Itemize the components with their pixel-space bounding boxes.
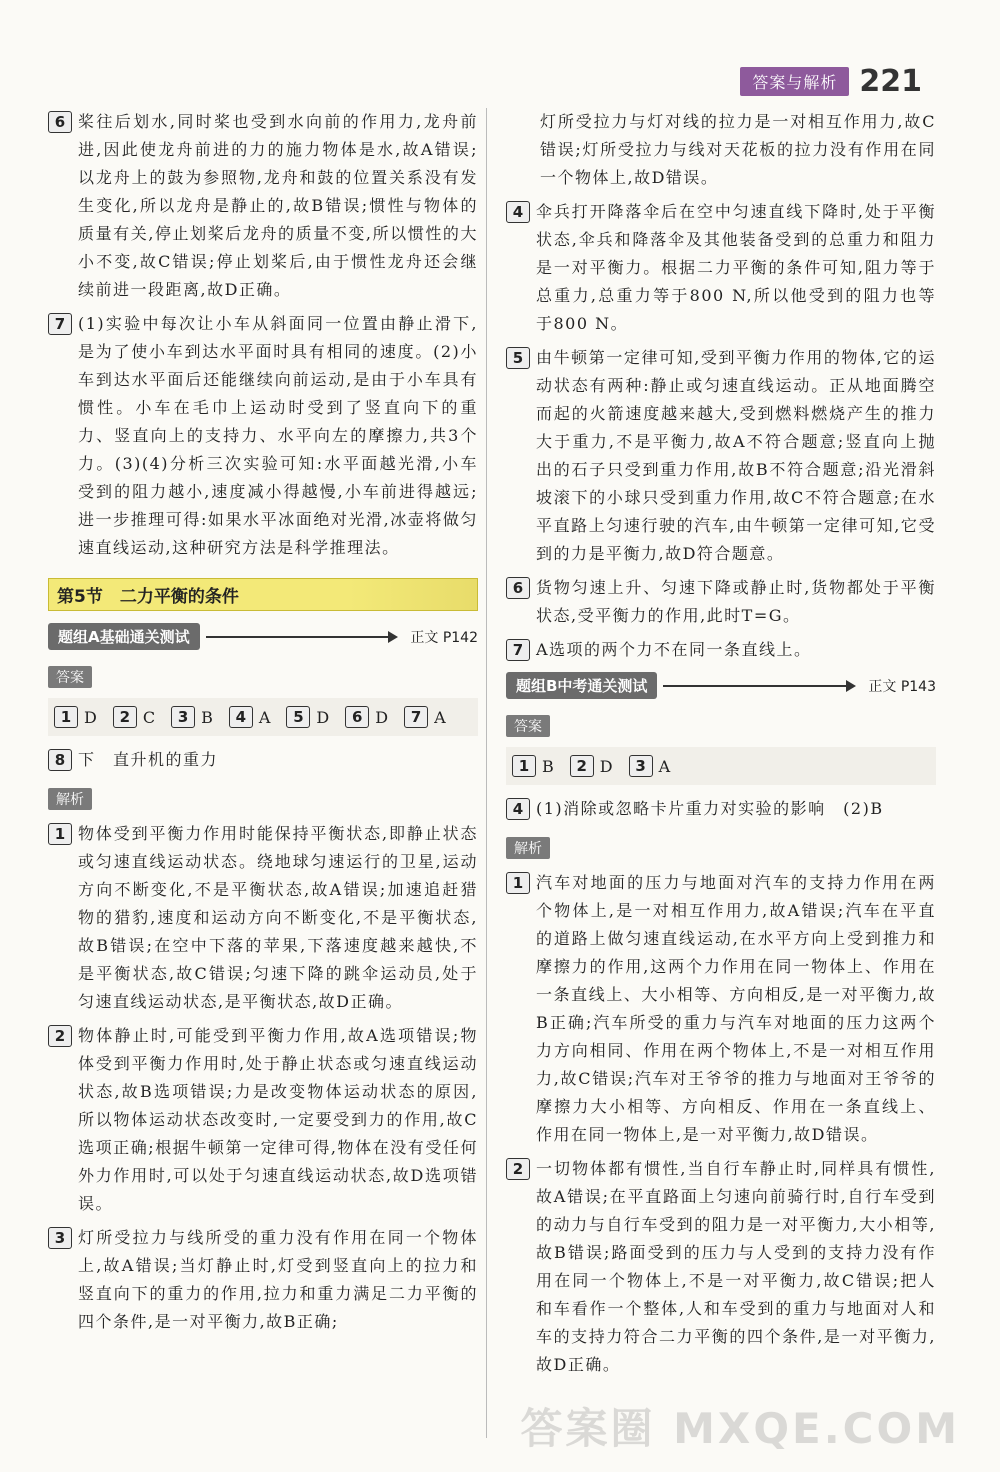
answer-item-8 xyxy=(48,746,478,774)
analysis-item-2 xyxy=(506,1155,936,1379)
analysis-tag: 解析 xyxy=(48,788,92,810)
answer-item-6 xyxy=(48,108,478,304)
answer-3 xyxy=(171,706,213,728)
analysis-item-2 xyxy=(48,1022,478,1218)
analysis-item-4 xyxy=(506,198,936,338)
group-b-header xyxy=(506,672,936,699)
question-number: 7 xyxy=(404,706,428,728)
analysis-text: 灯所受拉力与灯对线的拉力是一对相互作用力,故C错误;灯所受拉力与线对天花板的拉力没有作用在同一个物体上,故D错误。 xyxy=(540,112,936,187)
left-column xyxy=(48,108,478,1342)
answer-value: B xyxy=(201,707,213,727)
answer-tag: 答案 xyxy=(506,715,550,737)
question-number: 3 xyxy=(48,1227,72,1249)
answer-value: B xyxy=(542,756,554,776)
answer-3 xyxy=(629,755,671,777)
question-number: 6 xyxy=(506,577,530,599)
answer-tag: 答案 xyxy=(48,666,92,688)
answer-value: D xyxy=(375,707,389,727)
answer-value: A xyxy=(434,707,446,727)
analysis-text: 汽车对地面的压力与地面对汽车的支持力作用在两个物体上,是一对相互作用力,故A错误;汽车在平直的道路上做匀速直线运动,在水平方向上受到推力和摩擦力的作用,这两个力作用在同一物体上、作用在一条直线上、大小相等、方向相反,是一对平衡力,故B正确;汽车所受的重力与汽车对地面的压力这两个力方向相同、作用在两个物体上,不是一对相互作用力,故C错误;汽车对王爷爷的推力与地面对王爷爷的摩擦力大小相等、方向相反、作用在一条直线上、作用在同一物体上,是一对平衡力,故D错误。 xyxy=(536,873,936,1144)
answer-text: (1)消除或忽略卡片重力对实验的影响 (2)B xyxy=(536,799,884,818)
answer-item-4 xyxy=(506,795,936,823)
question-number: 7 xyxy=(48,313,72,335)
analysis-item-3 xyxy=(48,1224,478,1336)
answer-text: 桨往后划水,同时桨也受到水向前的作用力,龙舟前进,因此使龙舟前进的力的施力物体是水,故A错误;以龙舟上的鼓为参照物,龙舟和鼓的位置关系没有发生变化,所以龙舟是静止的,故B错误;惯性与物体的质量有关,停止划桨后龙舟的质量不变,所以惯性的大小不变,故C错误;停止划桨后,由于惯性龙舟还会继续前进一段距离,故D正确。 xyxy=(78,112,478,299)
question-number: 1 xyxy=(512,755,536,777)
question-number: 4 xyxy=(506,798,530,820)
answer-item-7 xyxy=(48,310,478,562)
analysis-item-5 xyxy=(506,344,936,568)
group-a-label: 题组A基础通关测试 xyxy=(48,623,200,650)
question-number: 4 xyxy=(506,201,530,223)
answer-7 xyxy=(404,706,446,728)
watermark: 答案圈 MXQE.COM xyxy=(520,1403,960,1453)
group-a-ref: 正文 P142 xyxy=(410,629,478,646)
answer-text: (1)实验中每次让小车从斜面同一位置由静止滑下,是为了使小车到达水平面时具有相同的速度。(2)小车到达水平面后还能继续向前运动,是由于小车具有惯性。小车在毛巾上运动时受到了竖直向下的重力、竖直向上的支持力、水平向左的摩擦力,共3个力。(3)(4)分析三次实验可知:水平面越光滑,小车受到的阻力越小,速度减小得越慢,小车前进得越远;进一步推理可得:如果水平冰面绝对光滑,冰壶将做匀速直线运动,这种研究方法是科学推理法。 xyxy=(78,314,478,557)
group-b-label: 题组B中考通关测试 xyxy=(506,672,657,699)
answer-value: A xyxy=(258,707,271,727)
question-number: 7 xyxy=(506,639,530,661)
group-b-ref: 正文 P143 xyxy=(868,678,936,695)
arrow-icon xyxy=(206,636,397,638)
page-number: 221 xyxy=(859,64,922,99)
question-number: 1 xyxy=(54,706,78,728)
analysis-text: 物体受到平衡力作用时能保持平衡状态,即静止状态或匀速直线运动状态。绕地球匀速运行的卫星,运动方向不断变化,不是平衡状态,故A错误;加速追赶猎物的猎豹,速度和运动方向不断变化,不是平衡状态,故B错误;在空中下落的苹果,下落速度越来越快,不是平衡状态,故C错误;匀速下降的跳伞运动员,处于匀速直线运动状态,是平衡状态,故D正确。 xyxy=(78,824,478,1011)
answer-1 xyxy=(512,755,554,777)
question-number: 2 xyxy=(48,1025,72,1047)
answer-value: D xyxy=(599,756,613,776)
analysis-item-7 xyxy=(506,636,936,664)
answer-value: C xyxy=(142,707,156,727)
question-number: 8 xyxy=(48,749,72,771)
question-number: 2 xyxy=(570,755,594,777)
right-column xyxy=(506,108,936,1385)
answer-6 xyxy=(345,706,388,728)
answer-1 xyxy=(54,706,97,728)
question-number: 3 xyxy=(171,706,195,728)
answers-box xyxy=(48,698,478,736)
analysis-text: 货物匀速上升、匀速下降或静止时,货物都处于平衡状态,受平衡力的作用,此时T=G。 xyxy=(536,578,936,625)
section-title: 第5节 二力平衡的条件 xyxy=(48,578,478,611)
page-header xyxy=(740,64,922,99)
analysis-item-1 xyxy=(506,869,936,1149)
continuation-text xyxy=(506,108,936,192)
answer-2 xyxy=(570,755,613,777)
answer-2 xyxy=(113,706,155,728)
question-number: 1 xyxy=(48,823,72,845)
question-number: 1 xyxy=(506,872,530,894)
analysis-text: A选项的两个力不在同一条直线上。 xyxy=(536,640,812,659)
analysis-text: 伞兵打开降落伞后在空中匀速直线下降时,处于平衡状态,伞兵和降落伞及其他装备受到的总重力和阻力是一对平衡力。根据二力平衡的条件可知,阻力等于总重力,总重力等于800 N,所以他受到的阻力也等于800 N。 xyxy=(536,202,936,333)
analysis-tag: 解析 xyxy=(506,837,550,859)
analysis-text: 灯所受拉力与线所受的重力没有作用在同一个物体上,故A错误;当灯静止时,灯受到竖直向上的拉力和竖直向下的重力的作用,拉力和重力满足二力平衡的四个条件,是一对平衡力,故B正确; xyxy=(78,1228,478,1331)
analysis-item-6 xyxy=(506,574,936,630)
analysis-text: 由牛顿第一定律可知,受到平衡力作用的物体,它的运动状态有两种:静止或匀速直线运动。正从地面腾空而起的火箭速度越来越大,受到燃料燃烧产生的推力大于重力,不是平衡力,故A不符合题意;竖直向上抛出的石子只受到重力作用,故B不符合题意;沿光滑斜坡滚下的小球只受到重力作用,故C不符合题意;在水平直路上匀速行驶的汽车,由牛顿第一定律可知,它受到的力是平衡力,故D符合题意。 xyxy=(536,348,936,563)
answer-value: D xyxy=(316,707,330,727)
question-number: 2 xyxy=(113,706,137,728)
question-number: 3 xyxy=(629,755,653,777)
question-number: 5 xyxy=(286,706,310,728)
question-number: 6 xyxy=(345,706,369,728)
analysis-text: 一切物体都有惯性,当自行车静止时,同样具有惯性,故A错误;在平直路面上匀速向前骑行时,自行车受到的动力与自行车受到的阻力是一对平衡力,大小相等,故B错误;路面受到的压力与人受到的支持力没有作用在同一个物体上,不是一对平衡力,故C错误;把人和车看作一个整体,人和车受到的重力与地面对人和车的支持力符合二力平衡的四个条件,是一对平衡力,故D正确。 xyxy=(536,1159,936,1374)
answers-box xyxy=(506,747,936,785)
question-number: 5 xyxy=(506,347,530,369)
question-number: 6 xyxy=(48,111,72,133)
answer-text: 下 直升机的重力 xyxy=(78,750,219,769)
header-tag: 答案与解析 xyxy=(740,67,849,96)
arrow-icon xyxy=(663,685,854,687)
column-divider xyxy=(486,108,487,1438)
answer-value: D xyxy=(84,707,97,727)
analysis-text: 物体静止时,可能受到平衡力作用,故A选项错误;物体受到平衡力作用时,处于静止状态或匀速直线运动状态,故B选项错误;力是改变物体运动状态的原因,所以物体运动状态改变时,一定要受到力的作用,故C选项正确;根据牛顿第一定律可得,物体在没有受任何外力作用时,可以处于匀速直线运动状态,故D选项错误。 xyxy=(78,1026,478,1213)
group-a-header xyxy=(48,623,478,650)
analysis-item-1 xyxy=(48,820,478,1016)
question-number: 4 xyxy=(229,706,253,728)
answer-5 xyxy=(286,706,329,728)
question-number: 2 xyxy=(506,1158,530,1180)
answer-4 xyxy=(229,706,271,728)
answer-value: A xyxy=(658,756,671,776)
